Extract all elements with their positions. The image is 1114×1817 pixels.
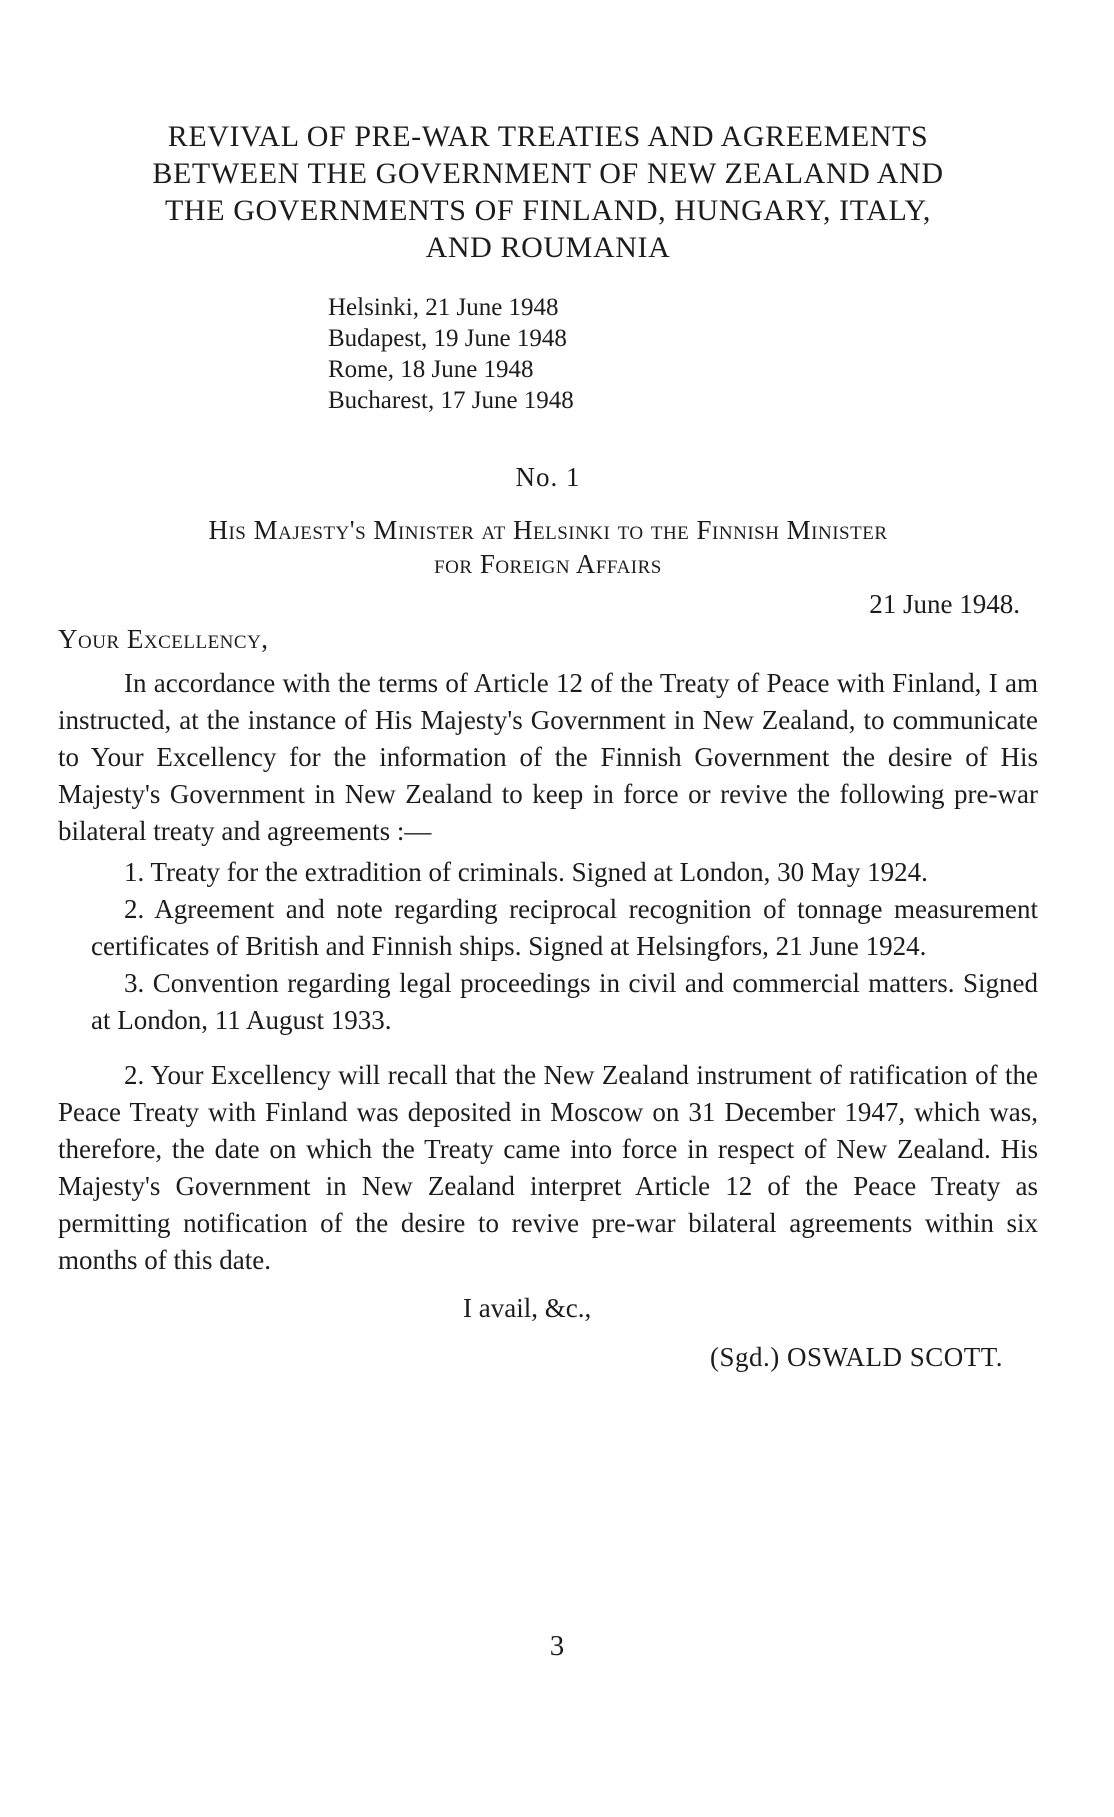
place-date: Budapest, 19 June 1948 — [328, 325, 567, 352]
place-date: Helsinki, 21 June 1948 — [328, 294, 559, 321]
place-date: Rome, 18 June 1948 — [328, 356, 534, 383]
paragraph: In accordance with the terms of Article 12 of the Treaty of Peace with Finland, I am instructed, at the instance of His Majesty's Government in New Zealand, to communicate to Your Excellency for the information of the Finnish Government the desire of His Majesty's Government in New Zealand to keep in force or revive the following pre-war bilateral treaty and agreements :— — [58, 668, 1038, 846]
list-item: 3. Convention regarding legal proceedings in civil and commercial matters. Signed at London, 11 August 1933. — [91, 968, 1038, 1035]
page-number: 3 — [549, 1630, 565, 1662]
signature: (Sgd.) OSWALD SCOTT. — [710, 1342, 1003, 1372]
title-line: AND ROUMANIA — [425, 231, 671, 264]
paragraph: 2. Your Excellency will recall that the New Zealand instrument of ratification of the Peace Treaty with Finland was deposited in Moscow on 31 December 1947, which was, therefore, the date on which the Treaty came into force in respect of New Zealand. His Majesty's Government in New Zealand interpret Article 12 of the Peace Treaty as permitting notification of the desire to revive pre-war bilateral agreements within six months of this date. — [58, 1060, 1038, 1275]
list-item: 2. Agreement and note regarding reciprocal recognition of tonnage measurement certificates of British and Finnish ships. Signed at Helsingfors, 21 June 1924. — [91, 894, 1038, 961]
document-number: No. 1 — [515, 462, 581, 492]
place-date-list — [328, 292, 1038, 416]
title-line: THE GOVERNMENTS OF FINLAND, HUNGARY, ITALY, — [165, 194, 931, 227]
list-item: 1. Treaty for the extradition of criminals. Signed at London, 30 May 1924. — [124, 857, 928, 887]
salutation: Your Excellency, — [58, 624, 269, 654]
document-title — [58, 118, 1038, 266]
document-page — [58, 118, 1038, 1373]
closing: I avail, &c., — [463, 1293, 592, 1323]
letter-date: 21 June 1948. — [869, 589, 1020, 619]
addressee-line: His Majesty's Minister at Helsinki to the Finnish Minister — [208, 515, 888, 545]
treaty-list — [58, 854, 1038, 1039]
addressee-line: for Foreign Affairs — [434, 549, 662, 579]
title-line: REVIVAL OF PRE-WAR TREATIES AND AGREEMENTS — [167, 120, 929, 153]
title-line: BETWEEN THE GOVERNMENT OF NEW ZEALAND AND — [152, 157, 944, 190]
addressee — [58, 513, 1038, 581]
place-date: Bucharest, 17 June 1948 — [328, 387, 574, 414]
